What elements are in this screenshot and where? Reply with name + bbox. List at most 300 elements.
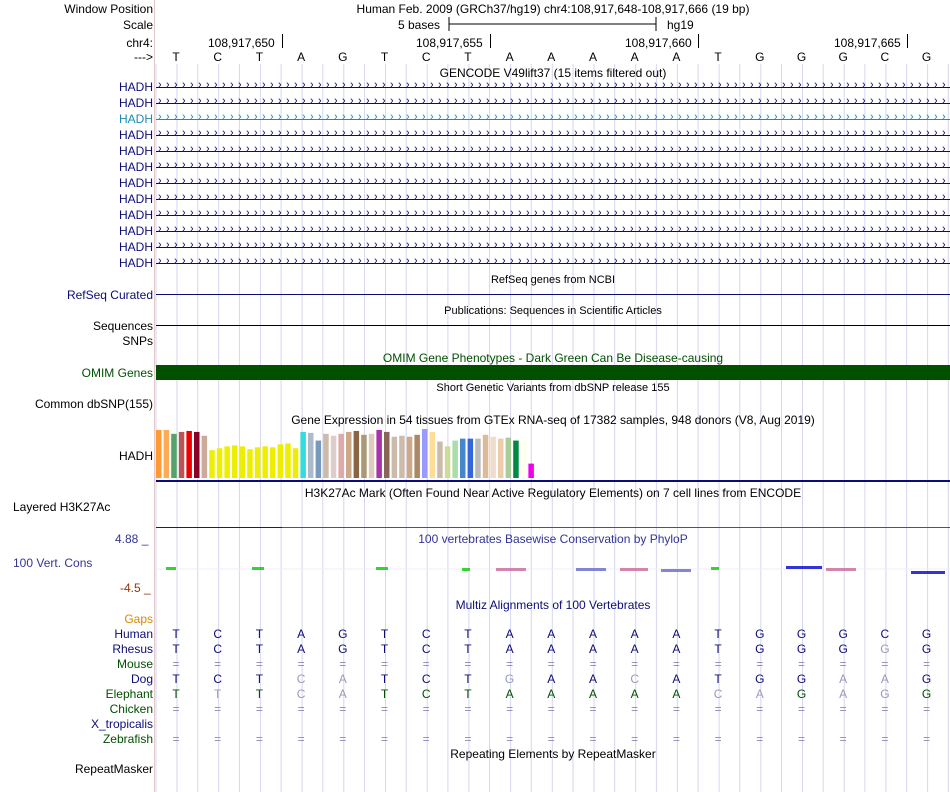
alignment-base: A: [297, 627, 306, 641]
alignment-base: G: [796, 687, 807, 701]
strand-arrow: ›: [246, 239, 250, 251]
gtex-label[interactable]: HADH: [118, 449, 153, 463]
gtex-tissue-bar[interactable]: [407, 437, 413, 478]
strand-arrow: ›: [230, 255, 234, 267]
strand-arrow: ›: [566, 143, 570, 155]
gtex-tissue-bar[interactable]: [422, 429, 428, 478]
alignment-base: A: [630, 642, 639, 656]
multiz-species-label[interactable]: Gaps: [124, 612, 153, 626]
multiz-species-label[interactable]: Elephant: [105, 687, 153, 701]
dbsnp-title[interactable]: Short Genetic Variants from dbSNP release 155: [436, 382, 670, 394]
h3k27ac-label[interactable]: Layered H3K27Ac: [13, 500, 111, 514]
strand-arrow: ›: [350, 143, 354, 155]
strand-arrow: ›: [254, 191, 258, 203]
strand-arrow: ›: [918, 127, 922, 139]
strand-arrow: ›: [662, 111, 666, 123]
gtex-tissue-bar[interactable]: [186, 431, 192, 478]
gtex-tissue-bar[interactable]: [361, 435, 367, 478]
strand-arrow: ›: [534, 207, 538, 219]
strand-arrow: ›: [294, 79, 298, 91]
alignment-base: =: [672, 732, 680, 746]
strand-arrow: ›: [838, 159, 842, 171]
strand-arrow: ›: [566, 239, 570, 251]
strand-arrow: ›: [326, 95, 330, 107]
alignment-base: T: [380, 642, 389, 656]
strand-arrow: ›: [582, 223, 586, 235]
strand-arrow: ›: [438, 79, 442, 91]
gtex-tissue-bar[interactable]: [293, 448, 299, 478]
strand-arrow: ›: [910, 79, 914, 91]
alignment-base: G: [755, 642, 765, 656]
strand-arrow: ›: [942, 95, 946, 107]
gtex-tissue-bar[interactable]: [521, 439, 527, 478]
strand-arrow: ›: [374, 239, 378, 251]
strand-arrow: ›: [686, 127, 690, 139]
strand-arrow: ›: [454, 207, 458, 219]
gtex-tissue-bar[interactable]: [452, 441, 458, 478]
strand-arrow: ›: [214, 95, 218, 107]
gtex-bar-chart[interactable]: [155, 428, 545, 480]
strand-arrow: ›: [438, 239, 442, 251]
strand-arrow: ›: [198, 79, 202, 91]
gencode-item[interactable]: [156, 81, 950, 95]
gencode-item-label[interactable]: HADH: [118, 240, 153, 254]
gtex-tissue-bar[interactable]: [209, 450, 215, 478]
gtex-tissue-bar[interactable]: [224, 446, 230, 478]
gtex-tissue-bar[interactable]: [338, 434, 344, 478]
gtex-tissue-bar[interactable]: [240, 446, 246, 478]
sequences-label[interactable]: Sequences: [92, 319, 153, 333]
strand-arrow: ›: [910, 207, 914, 219]
gtex-tissue-bar[interactable]: [308, 433, 314, 478]
strand-arrow: ›: [342, 207, 346, 219]
gtex-tissue-bar[interactable]: [217, 448, 223, 478]
strand-arrow: ›: [630, 79, 634, 91]
strand-arrow: ›: [454, 255, 458, 267]
strand-arrow: ›: [878, 159, 882, 171]
strand-arrow: ›: [422, 143, 426, 155]
strand-arrow: ›: [446, 223, 450, 235]
gencode-item[interactable]: [156, 257, 950, 271]
strand-arrow: ›: [806, 95, 810, 107]
gencode-item-label[interactable]: HADH: [118, 80, 153, 94]
strand-arrow: ›: [222, 143, 226, 155]
alignment-base: G: [796, 672, 807, 686]
strand-arrow: ›: [694, 127, 698, 139]
strand-arrow: ›: [766, 111, 770, 123]
gtex-tissue-bar[interactable]: [262, 446, 268, 478]
multiz-species-label[interactable]: Human: [114, 627, 153, 641]
gtex-tissue-bar[interactable]: [490, 437, 496, 478]
strand-arrow: ›: [542, 111, 546, 123]
strand-arrow: ›: [518, 111, 522, 123]
strand-arrow: ›: [590, 255, 594, 267]
strand-arrow: ›: [182, 79, 186, 91]
strand-arrow: ›: [854, 111, 858, 123]
strand-arrow: ›: [206, 111, 210, 123]
gtex-tissue-bar[interactable]: [498, 439, 504, 478]
strand-arrow: ›: [406, 79, 410, 91]
strand-arrow: ›: [558, 127, 562, 139]
omim-title[interactable]: OMIM Gene Phenotypes - Dark Green Can Be Disease-causing: [382, 351, 724, 365]
strand-arrow: ›: [278, 111, 282, 123]
gencode-item-label[interactable]: HADH: [118, 176, 153, 190]
strand-arrow: ›: [918, 175, 922, 187]
strand-arrow: ›: [366, 207, 370, 219]
strand-arrow: ›: [174, 191, 178, 203]
gencode-item-label[interactable]: HADH: [118, 96, 153, 110]
strand-arrow: ›: [630, 111, 634, 123]
strand-arrow: ›: [286, 255, 290, 267]
gencode-item[interactable]: [156, 145, 950, 159]
strand-arrow: ›: [886, 255, 890, 267]
strand-arrow: ›: [454, 191, 458, 203]
strand-arrow: ›: [886, 79, 890, 91]
strand-arrow: ›: [854, 127, 858, 139]
gtex-tissue-bar[interactable]: [437, 442, 443, 478]
strand-arrow: ›: [742, 255, 746, 267]
gencode-item-label[interactable]: HADH: [118, 224, 153, 238]
gencode-item[interactable]: [156, 97, 950, 111]
gtex-tissue-bar[interactable]: [285, 443, 291, 478]
strand-arrow: ›: [758, 175, 762, 187]
gtex-tissue-bar[interactable]: [278, 444, 284, 478]
strand-arrow: ›: [854, 223, 858, 235]
gtex-title[interactable]: Gene Expression in 54 tissues from GTEx RNA-seq of 17382 samples, 948 donors (V8, Aug 2019): [291, 413, 815, 427]
strand-arrow: ›: [518, 191, 522, 203]
strand-arrow: ›: [678, 159, 682, 171]
alignment-base: =: [380, 702, 388, 716]
strand-arrow: ›: [278, 159, 282, 171]
strand-arrow: ›: [414, 175, 418, 187]
multiz-species-label[interactable]: Mouse: [116, 657, 153, 671]
strand-arrow: ›: [790, 239, 794, 251]
multiz-species-label[interactable]: Rhesus: [112, 642, 153, 656]
gtex-tissue-bar[interactable]: [513, 441, 519, 478]
gtex-tissue-bar[interactable]: [468, 439, 474, 478]
strand-arrow: ›: [878, 175, 882, 187]
strand-arrow: ›: [158, 79, 162, 91]
strand-arrow: ›: [750, 223, 754, 235]
gtex-tissue-bar[interactable]: [354, 431, 360, 478]
omim-label[interactable]: OMIM Genes: [81, 366, 153, 380]
gtex-tissue-bar[interactable]: [506, 438, 512, 478]
alignment-base: =: [714, 732, 722, 746]
strand-arrow: ›: [846, 255, 850, 267]
strand-arrow: ›: [686, 239, 690, 251]
gtex-tissue-bar[interactable]: [331, 436, 337, 478]
strand-arrow: ›: [414, 143, 418, 155]
alignment-base: G: [921, 687, 932, 701]
repeatmasker-title[interactable]: Repeating Elements by RepeatMasker: [450, 747, 656, 761]
phylop-min-label: -4.5 _: [120, 581, 151, 595]
gtex-tissue-bar[interactable]: [164, 430, 170, 478]
strand-arrow: ›: [942, 111, 946, 123]
gtex-tissue-bar[interactable]: [384, 432, 390, 478]
base-letter: G: [338, 50, 348, 64]
strand-arrow: ›: [766, 191, 770, 203]
strand-arrow: ›: [230, 207, 234, 219]
strand-arrow: ›: [278, 207, 282, 219]
strand-arrow: ›: [662, 223, 666, 235]
strand-arrow: ›: [782, 255, 786, 267]
strand-arrow: ›: [398, 127, 402, 139]
phylop-score-mark: [620, 568, 648, 571]
gtex-tissue-bar[interactable]: [300, 432, 306, 478]
phylop-title[interactable]: 100 vertebrates Basewise Conservation by PhyloP: [418, 532, 688, 546]
strand-arrow: ›: [382, 159, 386, 171]
strand-arrow: ›: [438, 159, 442, 171]
gtex-tissue-bar[interactable]: [445, 446, 451, 478]
gtex-tissue-bar[interactable]: [414, 435, 420, 478]
strand-arrow: ›: [238, 111, 242, 123]
gencode-item[interactable]: [156, 161, 950, 175]
publications-title[interactable]: Publications: Sequences in Scientific Articles: [444, 305, 662, 317]
strand-arrow: ›: [230, 143, 234, 155]
gencode-item-label[interactable]: HADH: [118, 256, 153, 270]
strand-arrow: ›: [550, 79, 554, 91]
gencode-item-label[interactable]: HADH: [118, 112, 153, 126]
alignment-base: =: [422, 657, 430, 671]
strand-arrow: ›: [438, 207, 442, 219]
strand-arrow: ›: [638, 159, 642, 171]
strand-arrow: ›: [886, 175, 890, 187]
gencode-item-label[interactable]: HADH: [118, 208, 153, 222]
strand-arrow: ›: [270, 143, 274, 155]
strand-arrow: ›: [470, 159, 474, 171]
strand-arrow: ›: [430, 207, 434, 219]
gtex-tissue-bar[interactable]: [460, 439, 466, 478]
strand-arrow: ›: [198, 255, 202, 267]
gtex-tissue-bar[interactable]: [156, 430, 162, 478]
strand-arrow: ›: [822, 95, 826, 107]
strand-arrow: ›: [278, 239, 282, 251]
strand-arrow: ›: [902, 95, 906, 107]
strand-arrow: ›: [678, 255, 682, 267]
base-letter: C: [880, 50, 890, 64]
h3k27ac-title[interactable]: H3K27Ac Mark (Often Found Near Active Regulatory Elements) on 7 cell lines from ENCODE: [304, 486, 802, 500]
multiz-species-label[interactable]: Dog: [130, 672, 153, 686]
strand-arrow: ›: [742, 111, 746, 123]
strand-arrow: ›: [438, 111, 442, 123]
gtex-tissue-bar[interactable]: [255, 447, 260, 478]
strand-arrow: ›: [638, 223, 642, 235]
strand-arrow: ›: [526, 191, 530, 203]
assembly-position-text: Human Feb. 2009 (GRCh37/hg19) chr4:108,917,648-108,917,666 (19 bp): [356, 2, 750, 16]
alignment-base: A: [588, 687, 597, 701]
strand-arrow: ›: [438, 223, 442, 235]
gtex-tissue-bar[interactable]: [475, 439, 481, 478]
strand-arrow: ›: [270, 127, 274, 139]
strand-arrow: ›: [254, 159, 258, 171]
strand-arrow: ›: [814, 239, 818, 251]
strand-arrow: ›: [742, 95, 746, 107]
refseq-title[interactable]: RefSeq genes from NCBI: [490, 274, 616, 286]
strand-arrow: ›: [750, 175, 754, 187]
gtex-tissue-bar[interactable]: [376, 430, 382, 478]
omim-bar[interactable]: [156, 365, 950, 380]
strand-arrow: ›: [854, 143, 858, 155]
strand-arrow: ›: [566, 159, 570, 171]
scale-db: hg19: [667, 18, 694, 32]
strand-arrow: ›: [398, 79, 402, 91]
gencode-item[interactable]: [156, 193, 950, 207]
strand-arrow: ›: [942, 79, 946, 91]
gencode-item-label[interactable]: HADH: [118, 144, 153, 158]
gencode-item[interactable]: [156, 129, 950, 143]
strand-arrow: ›: [726, 239, 730, 251]
strand-arrow: ›: [878, 111, 882, 123]
strand-arrow: ›: [326, 159, 330, 171]
strand-arrow: ›: [926, 159, 930, 171]
alignment-base: T: [255, 627, 264, 641]
strand-arrow: ›: [854, 175, 858, 187]
gtex-tissue-bar[interactable]: [194, 432, 200, 478]
strand-arrow: ›: [502, 255, 506, 267]
scale-label: Scale: [122, 18, 153, 32]
strand-arrow: ›: [734, 239, 738, 251]
strand-arrow: ›: [870, 207, 874, 219]
strand-arrow: ›: [838, 143, 842, 155]
strand-arrow: ›: [750, 255, 754, 267]
multiz-species-label[interactable]: Chicken: [109, 702, 153, 716]
gtex-tissue-bar[interactable]: [430, 432, 436, 478]
base-letter: A: [630, 50, 639, 64]
repeatmasker-label[interactable]: RepeatMasker: [74, 762, 153, 776]
gencode-item[interactable]: [156, 225, 950, 239]
strand-arrow: ›: [798, 175, 802, 187]
strand-arrow: ›: [158, 111, 162, 123]
gtex-tissue-bar[interactable]: [346, 432, 352, 478]
strand-arrow: ›: [422, 239, 426, 251]
strand-arrow: ›: [710, 175, 714, 187]
strand-arrow: ›: [782, 191, 786, 203]
gtex-tissue-bar[interactable]: [323, 434, 329, 478]
gencode-item-label[interactable]: HADH: [118, 128, 153, 142]
multiz-species-label[interactable]: X_tropicalis: [90, 717, 153, 731]
strand-arrow: ›: [934, 191, 938, 203]
strand-arrow: ›: [198, 239, 202, 251]
gtex-tissue-bar[interactable]: [483, 435, 489, 478]
strand-arrow: ›: [894, 143, 898, 155]
strand-arrow: ›: [782, 111, 786, 123]
gtex-tissue-bar[interactable]: [171, 434, 177, 478]
gtex-tissue-bar[interactable]: [399, 436, 405, 478]
strand-arrow: ›: [558, 143, 562, 155]
strand-arrow: ›: [494, 127, 498, 139]
strand-arrow: ›: [774, 127, 778, 139]
strand-arrow: ›: [470, 255, 474, 267]
gtex-tissue-bar[interactable]: [202, 436, 208, 478]
strand-arrow: ›: [646, 191, 650, 203]
strand-arrow: ›: [806, 255, 810, 267]
dbsnp-label[interactable]: Common dbSNP(155): [34, 397, 153, 411]
strand-arrow: ›: [262, 111, 266, 123]
strand-arrow: ›: [494, 79, 498, 91]
alignment-base: A: [505, 642, 514, 656]
strand-arrow: ›: [286, 239, 290, 251]
strand-arrow: ›: [406, 175, 410, 187]
multiz-species-label[interactable]: Zebrafish: [102, 732, 153, 746]
gtex-tissue-bar[interactable]: [528, 464, 534, 478]
phylop-label[interactable]: 100 Vert. Cons: [13, 556, 93, 570]
strand-arrow: ›: [566, 111, 570, 123]
strand-arrow: ›: [270, 79, 274, 91]
strand-arrow: ›: [470, 111, 474, 123]
strand-arrow: ›: [254, 223, 258, 235]
strand-arrow: ›: [846, 175, 850, 187]
gtex-tissue-bar[interactable]: [179, 432, 185, 478]
strand-arrow: ›: [606, 159, 610, 171]
gtex-tissue-bar[interactable]: [270, 447, 276, 478]
strand-arrow: ›: [462, 79, 466, 91]
gtex-tissue-bar[interactable]: [369, 434, 375, 478]
strand-arrow: ›: [830, 255, 834, 267]
strand-arrow: ›: [918, 255, 922, 267]
multiz-title[interactable]: Multiz Alignments of 100 Vertebrates: [455, 598, 651, 612]
strand-arrow: ›: [262, 223, 266, 235]
gencode-item-label[interactable]: HADH: [118, 160, 153, 174]
strand-arrow: ›: [734, 175, 738, 187]
strand-arrow: ›: [862, 239, 866, 251]
strand-arrow: ›: [182, 191, 186, 203]
strand-arrow: ›: [262, 143, 266, 155]
gencode-item[interactable]: [156, 113, 950, 127]
strand-arrow: ›: [790, 207, 794, 219]
strand-arrow: ›: [790, 191, 794, 203]
strand-arrow: ›: [590, 159, 594, 171]
gencode-title[interactable]: GENCODE V49lift37 (15 items filtered out): [439, 66, 667, 80]
gtex-tissue-bar[interactable]: [247, 449, 253, 478]
strand-arrow: ›: [342, 79, 346, 91]
strand-arrow: ›: [590, 95, 594, 107]
strand-arrow: ›: [878, 143, 882, 155]
strand-arrow: ›: [662, 207, 666, 219]
alignment-base: T: [464, 672, 472, 686]
strand-arrow: ›: [374, 191, 378, 203]
strand-arrow: ›: [222, 159, 226, 171]
strand-arrow: ›: [214, 159, 218, 171]
strand-arrow: ›: [942, 159, 946, 171]
refseq-label[interactable]: RefSeq Curated: [66, 288, 153, 302]
strand-arrow: ›: [574, 223, 578, 235]
strand-arrow: ›: [574, 159, 578, 171]
strand-arrow: ›: [830, 159, 834, 171]
strand-arrow: ›: [638, 143, 642, 155]
strand-arrow: ›: [206, 239, 210, 251]
strand-arrow: ›: [606, 95, 610, 107]
gencode-item-label[interactable]: HADH: [118, 192, 153, 206]
strand-arrow: ›: [318, 239, 322, 251]
strand-arrow: ›: [342, 95, 346, 107]
gencode-item[interactable]: [156, 177, 950, 191]
strand-arrow: ›: [358, 95, 362, 107]
gtex-tissue-bar[interactable]: [392, 437, 398, 478]
strand-arrow: ›: [358, 111, 362, 123]
gtex-tissue-bar[interactable]: [316, 441, 322, 478]
strand-arrow: ›: [742, 223, 746, 235]
strand-arrow: ›: [942, 255, 946, 267]
gtex-tissue-bar[interactable]: [232, 445, 238, 478]
strand-arrow: ›: [334, 191, 338, 203]
snps-label[interactable]: SNPs: [122, 334, 153, 348]
gencode-item[interactable]: [156, 241, 950, 255]
alignment-base: G: [880, 642, 890, 656]
strand-arrow: ›: [166, 143, 170, 155]
strand-arrow: ›: [606, 191, 610, 203]
gencode-item[interactable]: [156, 209, 950, 223]
strand-arrow: ›: [230, 191, 234, 203]
